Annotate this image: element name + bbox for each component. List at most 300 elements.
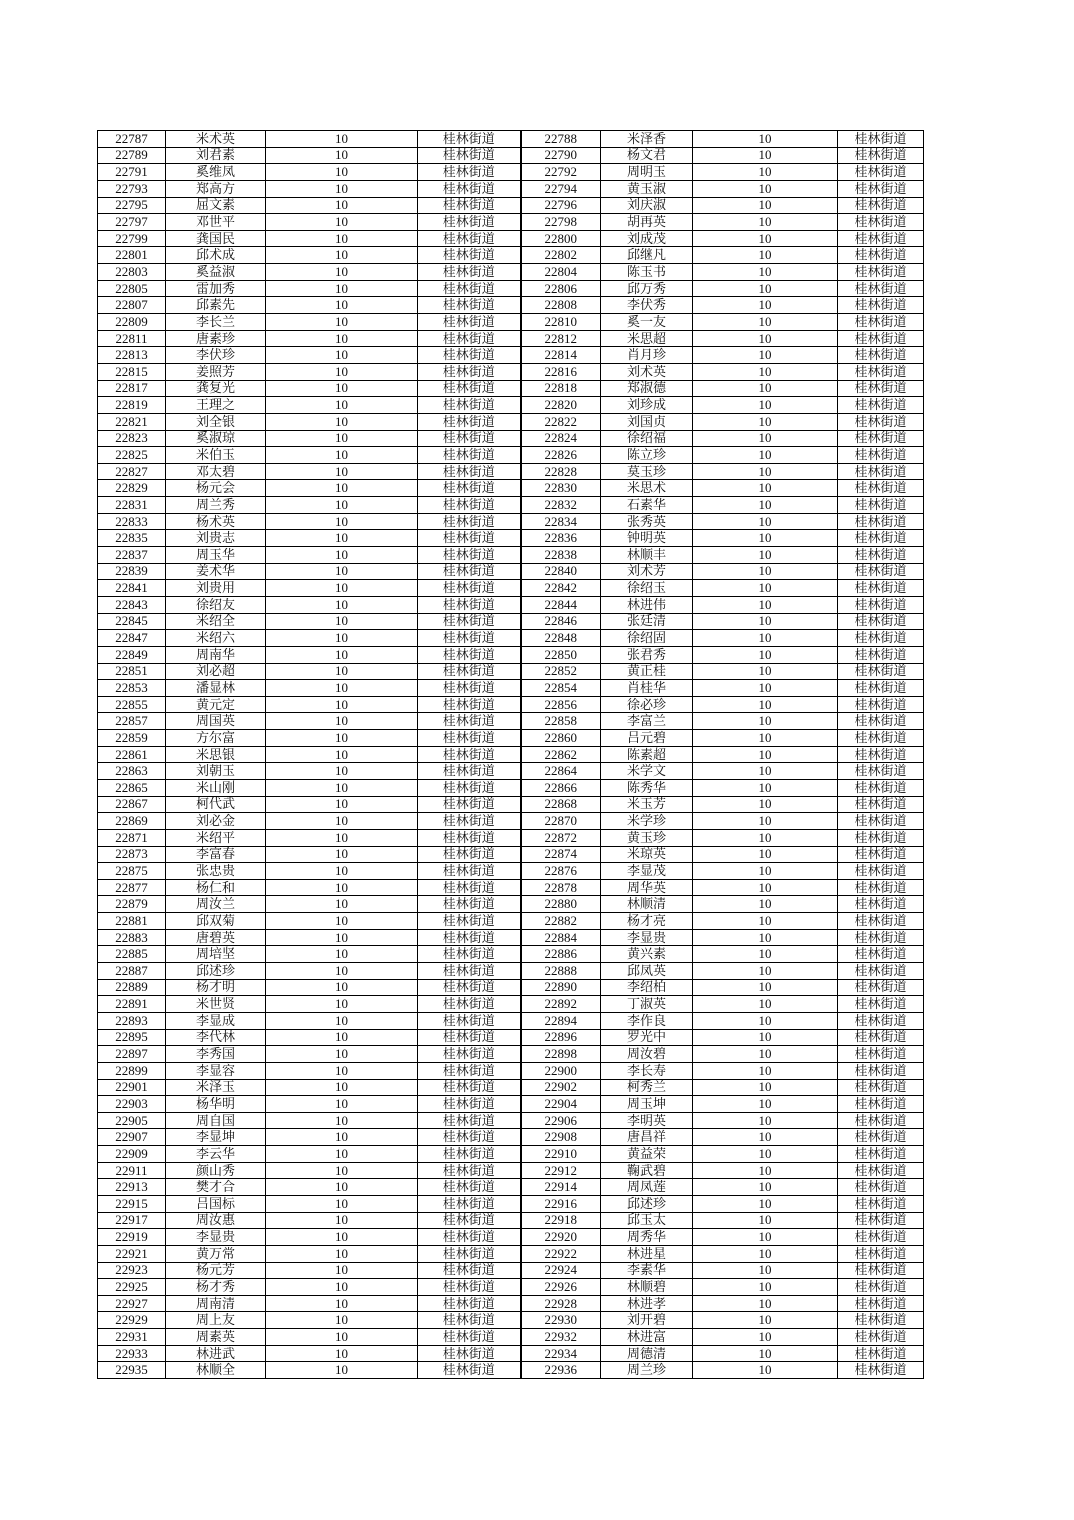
cell-street: 桂林街道 [838,280,924,297]
cell-amount: 10 [693,829,838,846]
cell-street: 桂林街道 [838,630,924,647]
cell-id: 22925 [98,1279,166,1296]
cell-street: 桂林街道 [418,1245,521,1262]
cell-id: 22900 [521,1062,601,1079]
cell-street: 桂林街道 [838,1345,924,1362]
cell-name: 邱双菊 [166,913,266,930]
cell-name: 米伯玉 [166,447,266,464]
cell-amount: 10 [693,1112,838,1129]
cell-amount: 10 [266,1046,418,1063]
table-row [98,863,924,880]
cell-id: 22919 [98,1229,166,1246]
cell-id: 22858 [521,713,601,730]
cell-id: 22892 [521,996,601,1013]
cell-name: 王理之 [166,397,266,414]
cell-amount: 10 [693,380,838,397]
cell-name: 唐素珍 [166,330,266,347]
cell-id: 22795 [98,197,166,214]
cell-amount: 10 [266,1079,418,1096]
cell-amount: 10 [266,829,418,846]
cell-id: 22852 [521,663,601,680]
cell-name: 杨华明 [166,1096,266,1113]
cell-street: 桂林街道 [418,413,521,430]
table-row [98,497,924,514]
cell-street: 桂林街道 [418,1295,521,1312]
cell-street: 桂林街道 [838,430,924,447]
cell-street: 桂林街道 [838,247,924,264]
table-row [98,1229,924,1246]
cell-name: 周秀华 [601,1229,693,1246]
cell-street: 桂林街道 [418,829,521,846]
cell-amount: 10 [693,1046,838,1063]
cell-id: 22810 [521,314,601,331]
cell-street: 桂林街道 [418,680,521,697]
cell-name: 林顺丰 [601,547,693,564]
cell-id: 22800 [521,230,601,247]
cell-amount: 10 [693,630,838,647]
cell-id: 22878 [521,879,601,896]
cell-street: 桂林街道 [838,763,924,780]
cell-amount: 10 [693,280,838,297]
table-row [98,1196,924,1213]
cell-name: 刘贵志 [166,530,266,547]
table-row [98,197,924,214]
cell-id: 22866 [521,779,601,796]
cell-name: 周汝兰 [166,896,266,913]
table-row [98,979,924,996]
cell-name: 黄玉珍 [601,829,693,846]
cell-name: 刘必超 [166,663,266,680]
cell-id: 22927 [98,1295,166,1312]
cell-amount: 10 [266,796,418,813]
cell-street: 桂林街道 [418,1112,521,1129]
cell-street: 桂林街道 [838,1062,924,1079]
cell-id: 22811 [98,330,166,347]
cell-amount: 10 [266,180,418,197]
cell-name: 周凤莲 [601,1179,693,1196]
cell-street: 桂林街道 [418,979,521,996]
cell-street: 桂林街道 [418,630,521,647]
cell-id: 22814 [521,347,601,364]
cell-id: 22857 [98,713,166,730]
cell-id: 22870 [521,813,601,830]
cell-amount: 10 [693,813,838,830]
table-row [98,1162,924,1179]
cell-street: 桂林街道 [418,430,521,447]
cell-amount: 10 [266,1262,418,1279]
cell-id: 22897 [98,1046,166,1063]
cell-amount: 10 [693,463,838,480]
table-row [98,946,924,963]
cell-name: 米思术 [601,480,693,497]
table-row [98,1112,924,1129]
cell-name: 米世贤 [166,996,266,1013]
cell-amount: 10 [266,996,418,1013]
cell-name: 刘开碧 [601,1312,693,1329]
cell-street: 桂林街道 [838,131,924,148]
cell-amount: 10 [266,580,418,597]
cell-street: 桂林街道 [418,946,521,963]
table-row [98,596,924,613]
cell-id: 22869 [98,813,166,830]
cell-street: 桂林街道 [838,1079,924,1096]
cell-name: 樊才合 [166,1179,266,1196]
cell-amount: 10 [266,280,418,297]
cell-name: 李长寿 [601,1062,693,1079]
cell-id: 22873 [98,846,166,863]
cell-street: 桂林街道 [418,1329,521,1346]
cell-street: 桂林街道 [838,1129,924,1146]
table-row [98,530,924,547]
cell-street: 桂林街道 [838,946,924,963]
cell-street: 桂林街道 [418,380,521,397]
cell-street: 桂林街道 [418,796,521,813]
cell-id: 22815 [98,363,166,380]
cell-amount: 10 [693,164,838,181]
cell-id: 22903 [98,1096,166,1113]
cell-name: 黄兴素 [601,946,693,963]
table-row [98,1245,924,1262]
cell-amount: 10 [693,363,838,380]
cell-street: 桂林街道 [418,1096,521,1113]
cell-id: 22907 [98,1129,166,1146]
cell-amount: 10 [266,663,418,680]
cell-amount: 10 [266,896,418,913]
table-row [98,646,924,663]
cell-amount: 10 [266,1362,418,1379]
cell-street: 桂林街道 [418,913,521,930]
cell-id: 22934 [521,1345,601,1362]
cell-amount: 10 [266,913,418,930]
cell-name: 邱术成 [166,247,266,264]
cell-street: 桂林街道 [418,280,521,297]
cell-name: 米学珍 [601,813,693,830]
cell-name: 周上友 [166,1312,266,1329]
cell-street: 桂林街道 [838,463,924,480]
cell-street: 桂林街道 [418,1345,521,1362]
cell-amount: 10 [693,413,838,430]
table-row [98,480,924,497]
cell-id: 22850 [521,646,601,663]
cell-name: 刘朝玉 [166,763,266,780]
cell-id: 22859 [98,730,166,747]
cell-id: 22846 [521,613,601,630]
cell-amount: 10 [693,1129,838,1146]
cell-name: 周玉华 [166,547,266,564]
cell-name: 李显贵 [166,1229,266,1246]
cell-name: 黄益荣 [601,1146,693,1163]
cell-street: 桂林街道 [418,1062,521,1079]
cell-street: 桂林街道 [838,1112,924,1129]
cell-name: 张君秀 [601,646,693,663]
cell-id: 22803 [98,264,166,281]
cell-id: 22884 [521,929,601,946]
cell-id: 22829 [98,480,166,497]
table-row [98,1345,924,1362]
table-row [98,896,924,913]
table-row [98,963,924,980]
cell-street: 桂林街道 [838,796,924,813]
cell-amount: 10 [693,746,838,763]
cell-street: 桂林街道 [418,896,521,913]
cell-amount: 10 [693,1312,838,1329]
cell-amount: 10 [266,713,418,730]
cell-amount: 10 [693,214,838,231]
cell-id: 22875 [98,863,166,880]
cell-name: 徐必珍 [601,696,693,713]
table-row [98,746,924,763]
table-row [98,397,924,414]
cell-amount: 10 [266,1245,418,1262]
cell-name: 林进富 [601,1329,693,1346]
cell-name: 米思银 [166,746,266,763]
cell-name: 周培坚 [166,946,266,963]
cell-id: 22802 [521,247,601,264]
cell-amount: 10 [266,1312,418,1329]
table-row [98,214,924,231]
cell-street: 桂林街道 [418,1312,521,1329]
cell-name: 李作良 [601,1012,693,1029]
table-row [98,1129,924,1146]
cell-name: 林顺碧 [601,1279,693,1296]
cell-name: 李伏珍 [166,347,266,364]
cell-id: 22843 [98,596,166,613]
cell-name: 李伏秀 [601,297,693,314]
cell-street: 桂林街道 [418,713,521,730]
cell-name: 米术英 [166,131,266,148]
cell-street: 桂林街道 [838,547,924,564]
cell-id: 22932 [521,1329,601,1346]
cell-street: 桂林街道 [838,447,924,464]
table-row [98,1312,924,1329]
table-row [98,779,924,796]
cell-street: 桂林街道 [418,863,521,880]
cell-id: 22839 [98,563,166,580]
cell-name: 刘术芳 [601,563,693,580]
table-row [98,1029,924,1046]
cell-id: 22877 [98,879,166,896]
cell-name: 姜照芳 [166,363,266,380]
cell-id: 22822 [521,413,601,430]
cell-name: 周自国 [166,1112,266,1129]
table-row [98,147,924,164]
cell-name: 屈文素 [166,197,266,214]
cell-id: 22849 [98,646,166,663]
cell-id: 22840 [521,563,601,580]
cell-id: 22791 [98,164,166,181]
table-row [98,330,924,347]
cell-id: 22872 [521,829,601,846]
cell-amount: 10 [693,530,838,547]
cell-id: 22793 [98,180,166,197]
cell-street: 桂林街道 [418,363,521,380]
table-row [98,663,924,680]
cell-street: 桂林街道 [418,463,521,480]
cell-name: 周兰秀 [166,497,266,514]
cell-amount: 10 [693,596,838,613]
cell-id: 22931 [98,1329,166,1346]
cell-name: 奚维凤 [166,164,266,181]
cell-street: 桂林街道 [838,197,924,214]
cell-name: 徐绍友 [166,596,266,613]
cell-id: 22881 [98,913,166,930]
table-row [98,829,924,846]
cell-street: 桂林街道 [838,1179,924,1196]
cell-amount: 10 [693,497,838,514]
cell-amount: 10 [266,946,418,963]
cell-street: 桂林街道 [418,1262,521,1279]
cell-name: 唐碧英 [166,929,266,946]
cell-name: 李云华 [166,1146,266,1163]
cell-id: 22901 [98,1079,166,1096]
cell-name: 米绍全 [166,613,266,630]
cell-amount: 10 [266,264,418,281]
cell-name: 李富春 [166,846,266,863]
cell-street: 桂林街道 [418,1012,521,1029]
cell-street: 桂林街道 [418,563,521,580]
cell-street: 桂林街道 [418,596,521,613]
cell-amount: 10 [266,1329,418,1346]
cell-id: 22833 [98,513,166,530]
cell-amount: 10 [266,1295,418,1312]
cell-id: 22933 [98,1345,166,1362]
cell-id: 22918 [521,1212,601,1229]
cell-amount: 10 [266,297,418,314]
table-row [98,1362,924,1379]
cell-amount: 10 [693,1329,838,1346]
cell-street: 桂林街道 [838,1196,924,1213]
cell-amount: 10 [266,1229,418,1246]
cell-street: 桂林街道 [838,164,924,181]
cell-name: 米绍六 [166,630,266,647]
cell-id: 22910 [521,1146,601,1163]
table-row [98,630,924,647]
cell-id: 22882 [521,913,601,930]
cell-amount: 10 [693,580,838,597]
cell-name: 李长兰 [166,314,266,331]
cell-street: 桂林街道 [838,297,924,314]
cell-id: 22796 [521,197,601,214]
table-row [98,846,924,863]
cell-amount: 10 [266,1012,418,1029]
cell-name: 雷加秀 [166,280,266,297]
cell-id: 22920 [521,1229,601,1246]
cell-amount: 10 [693,996,838,1013]
cell-amount: 10 [266,779,418,796]
cell-amount: 10 [693,264,838,281]
cell-amount: 10 [266,696,418,713]
cell-name: 李富兰 [601,713,693,730]
cell-name: 米泽香 [601,131,693,148]
cell-name: 周国英 [166,713,266,730]
cell-name: 林进孝 [601,1295,693,1312]
cell-name: 刘成茂 [601,230,693,247]
cell-amount: 10 [266,1062,418,1079]
cell-name: 陈秀华 [601,779,693,796]
cell-amount: 10 [266,746,418,763]
cell-id: 22902 [521,1079,601,1096]
cell-amount: 10 [266,1279,418,1296]
cell-name: 李显贵 [601,929,693,946]
cell-amount: 10 [693,896,838,913]
cell-name: 杨术英 [166,513,266,530]
cell-id: 22792 [521,164,601,181]
cell-name: 刘必金 [166,813,266,830]
cell-amount: 10 [266,330,418,347]
cell-amount: 10 [693,131,838,148]
cell-id: 22806 [521,280,601,297]
cell-amount: 10 [693,979,838,996]
cell-name: 黄玉淑 [601,180,693,197]
cell-street: 桂林街道 [418,1179,521,1196]
cell-id: 22915 [98,1196,166,1213]
cell-amount: 10 [693,730,838,747]
cell-street: 桂林街道 [418,663,521,680]
cell-amount: 10 [266,314,418,331]
table-row [98,1046,924,1063]
cell-name: 胡再英 [601,214,693,231]
cell-amount: 10 [693,1179,838,1196]
cell-amount: 10 [693,1362,838,1379]
cell-street: 桂林街道 [838,913,924,930]
cell-street: 桂林街道 [418,879,521,896]
cell-amount: 10 [693,1345,838,1362]
cell-id: 22823 [98,430,166,447]
cell-id: 22845 [98,613,166,630]
cell-name: 刘国贞 [601,413,693,430]
cell-id: 22861 [98,746,166,763]
cell-street: 桂林街道 [838,380,924,397]
table-row [98,879,924,896]
cell-id: 22794 [521,180,601,197]
cell-street: 桂林街道 [418,613,521,630]
cell-name: 李代林 [166,1029,266,1046]
cell-id: 22832 [521,497,601,514]
cell-amount: 10 [693,763,838,780]
cell-amount: 10 [693,1162,838,1179]
cell-name: 鞠武碧 [601,1162,693,1179]
cell-name: 罗光中 [601,1029,693,1046]
table-row [98,264,924,281]
cell-name: 徐绍玉 [601,580,693,597]
cell-id: 22853 [98,680,166,697]
cell-id: 22855 [98,696,166,713]
cell-id: 22893 [98,1012,166,1029]
table-row [98,680,924,697]
cell-id: 22817 [98,380,166,397]
cell-amount: 10 [693,680,838,697]
cell-street: 桂林街道 [838,1012,924,1029]
cell-street: 桂林街道 [418,214,521,231]
table-row [98,180,924,197]
cell-name: 吕元碧 [601,730,693,747]
cell-id: 22831 [98,497,166,514]
cell-name: 邓世平 [166,214,266,231]
cell-id: 22844 [521,596,601,613]
cell-id: 22922 [521,1245,601,1262]
table-row [98,696,924,713]
cell-street: 桂林街道 [838,1312,924,1329]
cell-street: 桂林街道 [838,1295,924,1312]
cell-name: 姜术华 [166,563,266,580]
cell-name: 黄万常 [166,1245,266,1262]
cell-name: 李显容 [166,1062,266,1079]
cell-name: 刘术英 [601,363,693,380]
cell-street: 桂林街道 [418,197,521,214]
cell-street: 桂林街道 [418,497,521,514]
cell-id: 22828 [521,463,601,480]
table-row [98,1062,924,1079]
